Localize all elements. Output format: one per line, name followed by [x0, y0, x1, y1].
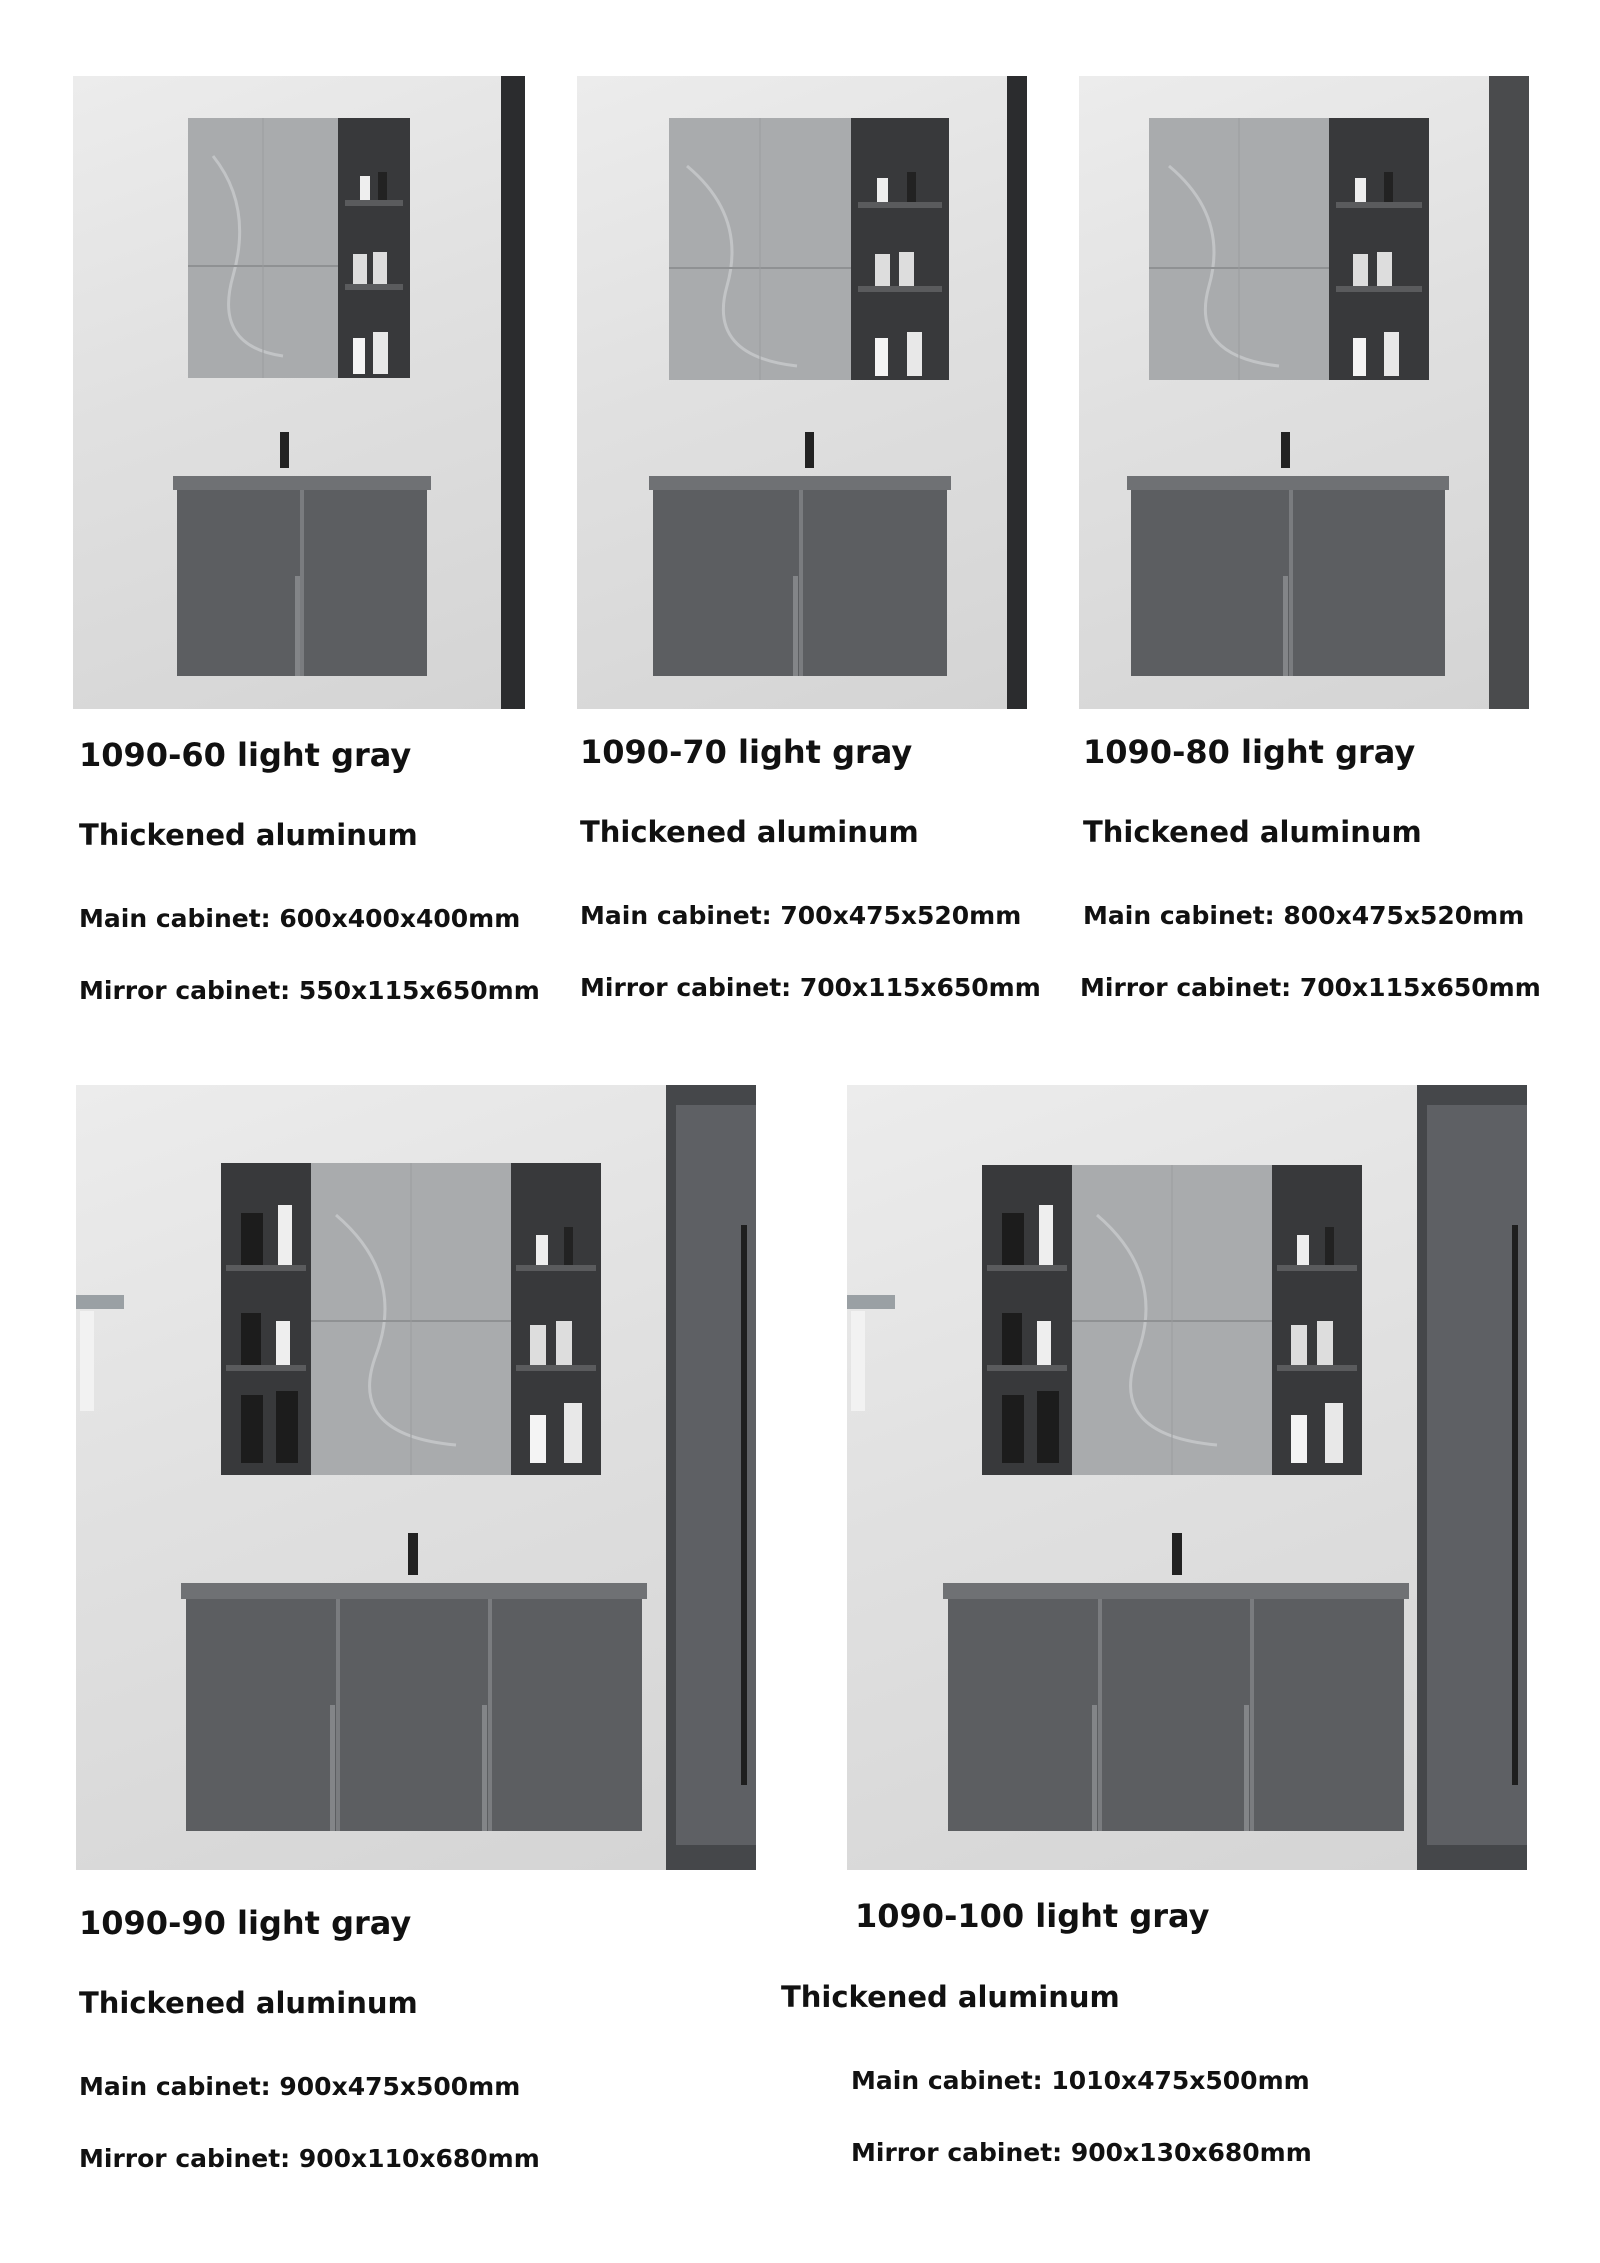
product-photo-1090-70 — [577, 76, 1027, 709]
vanity-illustration — [1079, 76, 1529, 709]
product-title: 1090-60 light gray — [79, 736, 412, 774]
vanity-illustration — [73, 76, 525, 709]
mirror-cabinet-dimensions: Mirror cabinet: 900x110x680mm — [79, 2144, 540, 2173]
product-title: 1090-70 light gray — [580, 733, 913, 771]
vanity-illustration — [847, 1085, 1527, 1870]
main-cabinet-dimensions: Main cabinet: 800x475x520mm — [1083, 901, 1525, 930]
product-title: 1090-80 light gray — [1083, 733, 1416, 771]
product-material: Thickened aluminum — [79, 818, 418, 852]
product-material: Thickened aluminum — [79, 1986, 418, 2020]
mirror-cabinet-dimensions: Mirror cabinet: 700x115x650mm — [580, 973, 1041, 1002]
main-cabinet-dimensions: Main cabinet: 600x400x400mm — [79, 904, 521, 933]
vanity-illustration — [577, 76, 1027, 709]
product-title: 1090-100 light gray — [855, 1897, 1210, 1935]
product-photo-1090-100 — [847, 1085, 1527, 1870]
mirror-cabinet-dimensions: Mirror cabinet: 700x115x650mm — [1080, 973, 1541, 1002]
product-material: Thickened aluminum — [1083, 815, 1422, 849]
product-photo-1090-80 — [1079, 76, 1529, 709]
product-material: Thickened aluminum — [580, 815, 919, 849]
vanity-illustration — [76, 1085, 756, 1870]
mirror-cabinet-dimensions: Mirror cabinet: 550x115x650mm — [79, 976, 540, 1005]
product-photo-1090-60 — [73, 76, 525, 709]
product-photo-1090-90 — [76, 1085, 756, 1870]
mirror-cabinet-dimensions: Mirror cabinet: 900x130x680mm — [851, 2138, 1312, 2167]
main-cabinet-dimensions: Main cabinet: 900x475x500mm — [79, 2072, 521, 2101]
product-title: 1090-90 light gray — [79, 1904, 412, 1942]
main-cabinet-dimensions: Main cabinet: 1010x475x500mm — [851, 2066, 1310, 2095]
main-cabinet-dimensions: Main cabinet: 700x475x520mm — [580, 901, 1022, 930]
product-material: Thickened aluminum — [781, 1980, 1120, 2014]
